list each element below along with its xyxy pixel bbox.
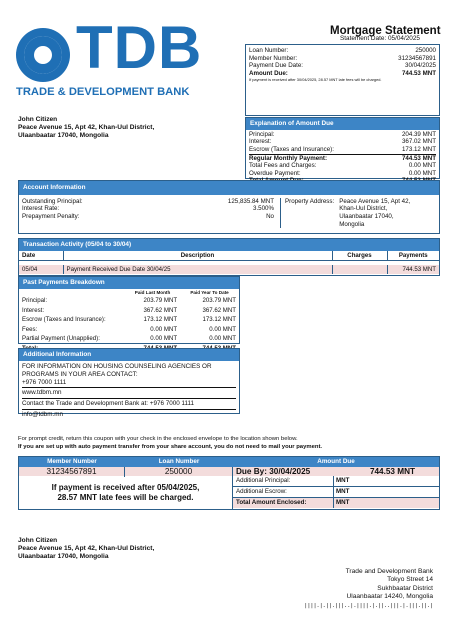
bank-mail-line2: Sukhbaatar District — [377, 584, 433, 592]
past-payments-heading: Past Payments Breakdown — [19, 277, 239, 289]
exp-interest-row — [249, 138, 436, 146]
coupon-member-number: 31234567891 — [19, 467, 125, 477]
statement-date-label: Statement Date: — [340, 35, 387, 42]
statement-date — [340, 35, 420, 43]
table-row — [19, 315, 239, 324]
pp-ytd: 203.79 MNT — [202, 297, 236, 305]
additional-info-box — [18, 348, 240, 419]
pp-label: Principal: — [22, 297, 48, 305]
exp-fees-row — [249, 162, 436, 170]
payment-coupon — [18, 456, 440, 510]
txn-date: 05/04 — [19, 265, 63, 274]
pp-label: Interest: — [22, 306, 45, 314]
col-amount-due: Amount Due — [317, 458, 355, 466]
explanation-box — [245, 117, 440, 179]
tdb-emblem-icon — [14, 26, 72, 84]
exp-regular-label: Regular Monthly Payment: — [249, 154, 328, 162]
pp-ytd: 367.62 MNT — [202, 306, 236, 314]
pp-last: 173.12 MNT — [143, 316, 178, 324]
counseling-line2: PROGRAMS IN YOUR AREA CONTACT: — [22, 370, 138, 378]
return-name: John Citizen — [18, 537, 58, 544]
exp-escrow-row — [249, 146, 436, 155]
prepayment-row — [22, 213, 274, 221]
logo-wordmark: TDB — [76, 14, 203, 81]
customer-name: John Citizen — [18, 116, 58, 123]
txn-charges — [332, 265, 387, 274]
loan-number-label: Loan Number: — [249, 47, 289, 54]
table-row — [19, 306, 239, 315]
total-enclosed-label: Total Amount Enclosed: — [236, 499, 307, 507]
txn-payments: 744.53 MNT — [402, 265, 436, 273]
outstanding-principal-label: Outstanding Principal: — [22, 197, 83, 205]
interest-rate-value: 3.500% — [253, 205, 274, 213]
table-row — [19, 334, 239, 343]
col-date: Date — [19, 251, 63, 261]
return-address — [18, 537, 154, 562]
additional-principal-label: Additional Principal: — [236, 477, 291, 485]
past-payments-table — [19, 289, 239, 353]
pp-label: Escrow (Taxes and Insurance): — [22, 316, 106, 324]
interest-rate-label: Interest Rate: — [22, 205, 60, 213]
account-info-heading: Account Information — [19, 181, 439, 195]
table-row — [19, 296, 239, 305]
pp-ytd: 0.00 MNT — [209, 325, 236, 333]
amount-due-row — [249, 70, 436, 78]
exp-fees-value: 0.00 MNT — [408, 162, 436, 170]
exp-principal-row — [249, 131, 436, 139]
return-line2: Ulaanbaatar 17040, Mongolia — [18, 553, 109, 561]
pp-last: 203.79 MNT — [143, 297, 178, 305]
contact-line: Contact the Trade and Development Bank at: +976 7000 1111 — [22, 399, 236, 410]
late-fee-note: If payment is received after 30/04/2025, 28.57 MNT late fees will be charged. — [249, 77, 382, 83]
additional-escrow-label: Additional Escrow: — [236, 488, 287, 496]
due-date-row — [249, 62, 436, 70]
exp-overdue-row — [249, 170, 436, 178]
exp-escrow-label: Escrow (Taxes and Insurance): — [249, 145, 334, 153]
coupon-due-amount: 744.53 MNT — [369, 466, 415, 476]
table-row — [19, 325, 239, 334]
bank-mailing-address — [304, 568, 433, 610]
amount-due-label: Amount Due: — [249, 69, 288, 77]
exp-escrow-value: 173.12 MNT — [401, 145, 436, 153]
exp-principal-label: Principal: — [249, 130, 275, 138]
counseling-line1: FOR INFORMATION ON HOUSING COUNSELING AGENCIES OR — [22, 362, 212, 370]
due-date-label: Payment Due Date: — [249, 62, 303, 70]
past-payments-box — [18, 276, 240, 344]
loan-number-value: 250000 — [415, 47, 436, 54]
prepayment-label: Prepayment Penalty: — [22, 212, 80, 220]
exp-overdue-label: Overdue Payment: — [249, 169, 301, 177]
statement-date-value: 05/04/2025 — [387, 35, 420, 42]
bank-logo — [14, 14, 214, 100]
loan-summary-box — [245, 44, 440, 116]
bank-mail-name: Trade and Development Bank — [345, 568, 433, 575]
exp-principal-value: 204.39 MNT — [401, 130, 436, 138]
return-line1: Peace Avenue 15, Apt 42, Khan-Uul District, — [18, 545, 155, 553]
exp-regular-row — [249, 155, 436, 163]
coupon-late-fee-warning — [19, 476, 233, 509]
exp-regular-value: 744.53 MNT — [401, 154, 436, 162]
transaction-box — [18, 238, 440, 276]
col-paid-ytd: Paid Year To Date — [190, 289, 229, 295]
additional-escrow-input[interactable]: MNT — [333, 487, 439, 497]
customer-address-line2: Ulaanbaatar 17040, Mongolia — [18, 132, 109, 140]
pp-label: Fees: — [22, 325, 38, 333]
bank-name: TRADE & DEVELOPMENT BANK — [16, 86, 190, 98]
transaction-table — [19, 251, 439, 274]
col-member-number: Member Number — [47, 458, 97, 466]
pp-ytd: 173.12 MNT — [202, 316, 236, 324]
website-link[interactable]: www.tdbm.mn — [22, 388, 236, 399]
col-paid-last-month: Paid Last Month — [134, 289, 171, 295]
txn-description: Payment Received Due Date 30/04/25 — [63, 265, 332, 274]
property-line2: Khan-Uul District, — [339, 205, 388, 213]
pp-last: 0.00 MNT — [150, 335, 178, 343]
pp-last: 0.00 MNT — [150, 325, 178, 333]
property-line4: Mongolia — [339, 220, 365, 228]
coupon-instruction: For prompt credit, return this coupon with your check in the enclosed envelope to the location shown below. — [18, 436, 298, 442]
loan-number-row — [249, 47, 436, 55]
explanation-heading: Explanation of Amount Due — [246, 118, 439, 130]
property-line3: Ulaanbaatar 17040, — [339, 212, 394, 220]
account-info-box — [18, 180, 440, 234]
exp-interest-value: 367.02 MNT — [401, 138, 436, 146]
exp-overdue-value: 0.00 MNT — [408, 169, 436, 177]
col-description: Description — [63, 251, 332, 261]
transaction-heading: Transaction Activity (05/04 to 30/04) — [19, 239, 439, 251]
postal-barcode: ||||.|.||.|||..|.||||.|.||..|||.|.|||.||.| — [304, 602, 433, 609]
exp-interest-label: Interest: — [249, 138, 272, 146]
coupon-due-by: Due By: 30/04/2025 — [236, 466, 311, 476]
counseling-phone: +976 7000 1111 — [22, 379, 236, 389]
member-number-value: 31234567891 — [398, 54, 436, 62]
member-number-row — [249, 55, 436, 63]
table-row — [19, 265, 439, 274]
property-address-value — [339, 198, 410, 228]
col-payments: Payments — [398, 251, 428, 259]
autopay-note: If you are set up with auto payment transfer from your share account, you do not need to mail your payment. — [18, 444, 323, 450]
coupon-loan-number: 250000 — [125, 467, 233, 477]
email-link[interactable]: info@tdbm.mn — [22, 411, 64, 419]
member-number-label: Member Number: — [249, 54, 298, 62]
property-line1: Peace Avenue 15, Apt 42, — [339, 197, 411, 205]
additional-info-heading: Additional Information — [19, 349, 239, 361]
col-charges: Charges — [332, 251, 387, 261]
pp-last: 367.62 MNT — [143, 306, 178, 314]
exp-fees-label: Total Fees and Charges: — [249, 162, 317, 170]
total-enclosed-input[interactable]: MNT — [333, 498, 439, 508]
pp-label: Partial Payment (Unapplied): — [22, 335, 100, 343]
interest-rate-row — [22, 205, 274, 213]
late-fee-line2: 28.57 MNT late fees will be charged. — [57, 493, 194, 502]
statement-title: Mortgage Statement — [330, 25, 441, 37]
pp-ytd: 0.00 MNT — [209, 335, 236, 343]
bank-mail-line1: Tokyo Street 14 — [387, 576, 433, 584]
amount-due-value: 744.53 MNT — [401, 69, 436, 77]
due-date-value: 30/04/2025 — [405, 62, 436, 70]
property-address-label: Property Address: — [285, 197, 335, 205]
outstanding-principal-row — [22, 198, 274, 206]
additional-principal-input[interactable]: MNT — [333, 476, 439, 486]
late-fee-line1: If payment is received after 05/04/2025, — [51, 483, 200, 492]
outstanding-principal-value: 125,835.84 MNT — [227, 197, 274, 205]
prepayment-value: No — [266, 212, 274, 220]
customer-address-line1: Peace Avenue 15, Apt 42, Khan-Uul District, — [18, 124, 155, 132]
customer-address — [18, 116, 154, 141]
bank-mail-line3: Ulaanbaatar 14240, Mongolia — [346, 593, 433, 601]
col-loan-number: Loan Number — [158, 458, 200, 466]
